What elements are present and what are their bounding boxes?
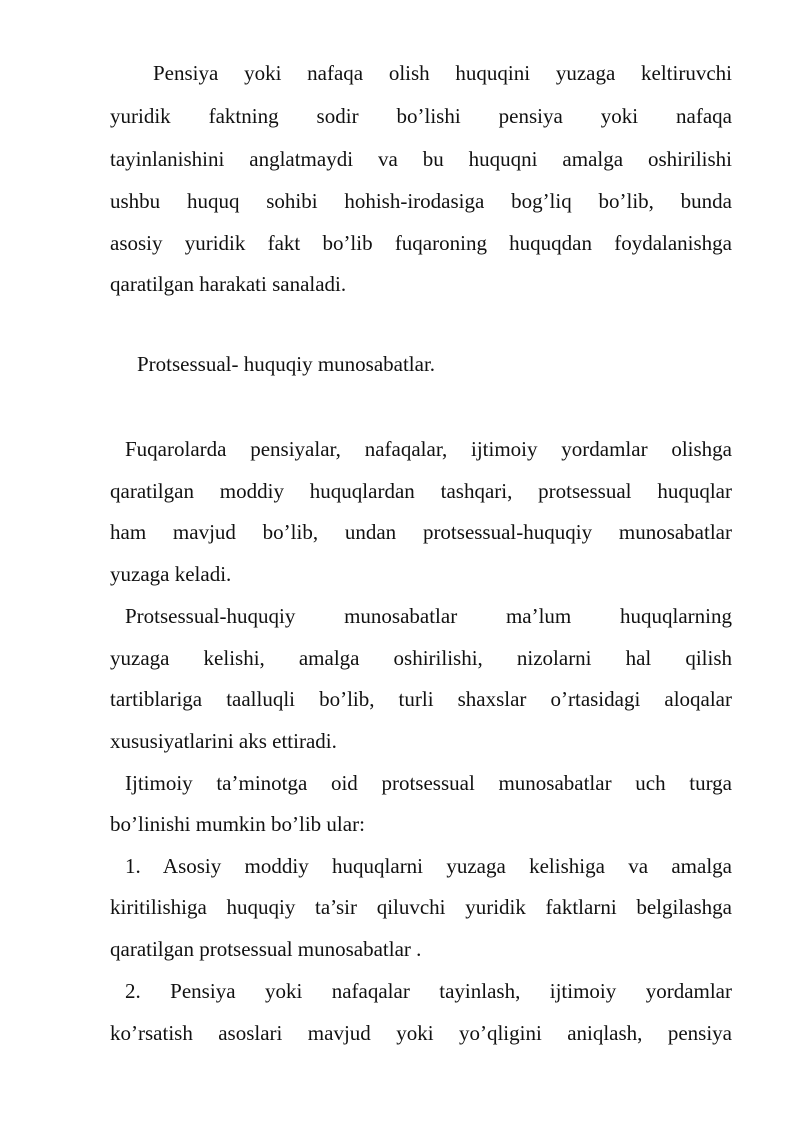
text-line: Ijtimoiy ta’minotga oid protsessual munosabatlar uch turga: [125, 771, 732, 795]
text-line: tayinlanishini anglatmaydi va bu huquqni amalga oshirilishi: [110, 147, 732, 171]
text-line: ham mavjud bo’lib, undan protsessual-huquqiy munosabatlar: [110, 520, 732, 544]
text-line: qaratilgan moddiy huquqlardan tashqari, protsessual huquqlar: [110, 479, 732, 503]
text-line: yuridik faktning sodir bo’lishi pensiya yoki nafaqa: [110, 104, 732, 128]
text-line: 1. Asosiy moddiy huquqlarni yuzaga kelishiga va amalga: [125, 854, 732, 878]
section-heading: Protsessual- huquqiy munosabatlar.: [137, 352, 436, 376]
text-line: kiritilishiga huquqiy ta’sir qiluvchi yuridik faktlarni belgilashga: [110, 895, 732, 919]
text-line: ushbu huquq sohibi hohish-irodasiga bog’liq bo’lib, bunda: [110, 189, 732, 213]
text-line: yuzaga keladi.: [110, 562, 232, 586]
text-line: xususiyatlarini aks ettiradi.: [110, 729, 337, 753]
text-line: qaratilgan protsessual munosabatlar .: [110, 937, 422, 961]
text-line: qaratilgan harakati sanaladi.: [110, 272, 347, 296]
text-line: ko’rsatish asoslari mavjud yoki yo’qligini aniqlash, pensiya: [110, 1021, 732, 1045]
text-line: 2. Pensiya yoki nafaqalar tayinlash, ijtimoiy yordamlar: [125, 979, 732, 1003]
text-line: Fuqarolarda pensiyalar, nafaqalar, ijtimoiy yordamlar olishga: [125, 437, 732, 461]
text-line: asosiy yuridik fakt bo’lib fuqaroning huquqdan foydalanishga: [110, 231, 732, 255]
text-line: bo’linishi mumkin bo’lib ular:: [110, 812, 365, 836]
text-line: Pensiya yoki nafaqa olish huquqini yuzaga keltiruvchi: [153, 61, 732, 85]
text-line: yuzaga kelishi, amalga oshirilishi, nizolarni hal qilish: [110, 646, 732, 670]
text-line: tartiblariga taalluqli bo’lib, turli shaxslar o’rtasidagi aloqalar: [110, 687, 732, 711]
text-line: Protsessual-huquqiy munosabatlar ma’lum huquqlarning: [125, 604, 732, 628]
